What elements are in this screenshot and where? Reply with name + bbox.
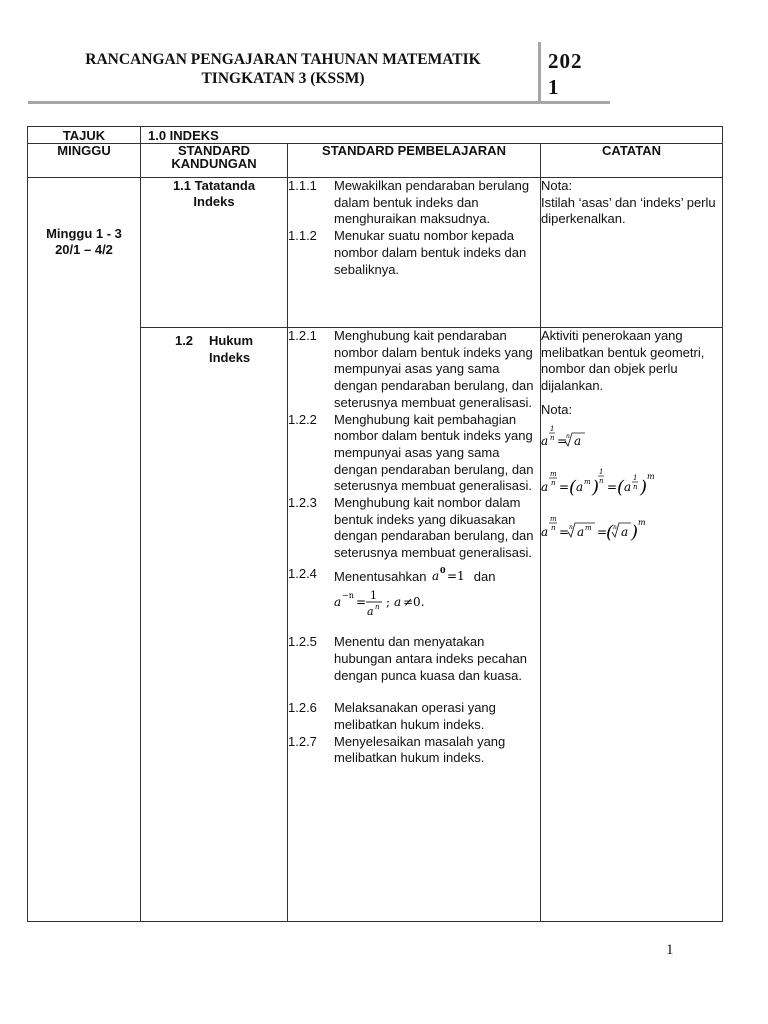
col-header-catatan: CATATAN — [541, 144, 723, 178]
svg-text:n: n — [613, 523, 617, 531]
svg-text:m: m — [584, 478, 591, 487]
formula-root-1 — [541, 423, 711, 453]
lesson-plan-table — [27, 126, 723, 922]
list-item: 1.1.2 Menukar suatu nombor kepada nombor dalam bentuk indeks dan sebaliknya. — [288, 228, 527, 277]
week-dates: 20/1 – 4/2 — [55, 242, 113, 257]
topic-label: TAJUK — [28, 127, 141, 144]
svg-text:=1: =1 — [447, 568, 465, 583]
week-cell — [28, 178, 141, 922]
svg-text:(: ( — [617, 477, 625, 499]
svg-text:=: = — [356, 594, 367, 609]
list-item: 1.2.1 Menghubung kait pendaraban nombor dalam bentuk indeks yang mempunyai asas yang sama dengan pendaraban berulang, dan seterusnya membuat generalisasi. — [288, 328, 534, 410]
list-item: 1.2.4 Menentusahkan a 0 =1 dan a −n = 1 a n ; a ≠0. — [288, 565, 496, 618]
catatan-1-2: Aktiviti penerokaan yang melibatkan bentuk geometri, nombor dan objek perlu dijalankan. Nota: a 1 n = n a a m n = ( a m ) 1 n = ( a 1 n ) m a m n = n a m = ( n a ) m — [541, 328, 723, 922]
svg-text:a: a — [574, 433, 582, 448]
svg-text:a: a — [541, 433, 549, 448]
svg-text:a: a — [334, 594, 342, 609]
standard-pembelajaran-1-2 — [288, 328, 541, 922]
week-range: Minggu 1 - 3 — [46, 226, 122, 241]
svg-text:(: ( — [569, 477, 577, 499]
svg-text:a: a — [621, 524, 629, 539]
list-item: 1.2.2 Menghubung kait pembahagian nombor dalam bentuk indeks yang mempunyai asas yang sama dengan pendaraban berulang, dan seterusnya membuat generalisasi. — [288, 411, 534, 494]
svg-text:(: ( — [606, 521, 614, 543]
svg-text:1: 1 — [550, 424, 555, 433]
list-item: 1.2.7 Menyelesaikan masalah yang melibatkan hukum indeks. — [288, 733, 506, 766]
standard-pembelajaran-1-1 — [288, 178, 541, 328]
svg-text:a: a — [576, 480, 584, 495]
document-title — [28, 50, 538, 88]
svg-text:≠0.: ≠0. — [403, 594, 425, 609]
svg-text:n: n — [633, 483, 638, 492]
topic-row — [28, 127, 723, 144]
col-header-standard-pembelajaran: STANDARD PEMBELAJARAN — [288, 144, 541, 178]
svg-text:a: a — [624, 480, 632, 495]
list-item: 1.2.5 Menentu dan menyatakan hubungan antara indeks pecahan dengan punca kuasa dan kuasa. — [288, 634, 527, 683]
header-divider-vertical — [538, 42, 541, 102]
year-label: 202 1 — [548, 49, 583, 99]
list-item: 1.2.6 Melaksanakan operasi yang melibatkan hukum indeks. — [288, 700, 496, 733]
list-item: 1.2.3 Menghubung kait nombor dalam bentuk indeks yang dikuasakan dengan pendaraban berulang, dan seterusnya membuat generalisasi. — [288, 495, 534, 561]
svg-text:a: a — [541, 524, 549, 539]
svg-text:m: m — [585, 523, 592, 532]
title-line-2: TINGKATAN 3 (KSSM) — [201, 70, 365, 87]
svg-text:a: a — [432, 568, 440, 583]
svg-text:m: m — [550, 470, 557, 479]
svg-text:n: n — [566, 432, 570, 440]
catatan-1-1: Nota: Istilah ‘asas’ dan ‘indeks’ perlu diperkenalkan. — [541, 178, 723, 328]
svg-text:): ) — [631, 521, 639, 543]
header-row — [28, 144, 723, 178]
svg-text:n: n — [569, 523, 573, 531]
formula-a-power-negative-n — [334, 586, 444, 620]
standard-kandungan-1-1: 1.1 Tatatanda Indeks — [141, 178, 288, 328]
svg-text:1: 1 — [633, 474, 638, 483]
svg-text:m: m — [550, 514, 557, 523]
svg-text:0: 0 — [440, 565, 446, 575]
title-line-1: RANCANGAN PENGAJARAN TAHUNAN MATEMATIK — [85, 51, 481, 68]
formula-a-power-zero — [430, 566, 470, 584]
col-header-minggu: MINGGU — [28, 144, 141, 178]
svg-text:a: a — [367, 604, 374, 618]
svg-text:=: = — [607, 480, 618, 495]
topic-value: 1.0 INDEKS — [141, 127, 723, 144]
standard-kandungan-1-2: 1.2 Hukum Indeks — [141, 328, 288, 922]
formula-root-3 — [541, 512, 713, 546]
table-row — [28, 178, 723, 328]
page-number: 1 — [666, 942, 674, 958]
svg-text:m: m — [638, 517, 646, 527]
col-header-standard-kandungan: STANDARD KANDUNGAN — [141, 144, 288, 178]
svg-text:1: 1 — [370, 588, 377, 602]
svg-text:=: = — [559, 524, 570, 539]
svg-text:n: n — [551, 479, 556, 488]
svg-text:a: a — [577, 524, 585, 539]
svg-text:;: ; — [386, 594, 391, 609]
svg-text:1: 1 — [599, 468, 604, 477]
svg-text:=: = — [559, 480, 570, 495]
svg-text:n: n — [375, 602, 380, 611]
svg-text:n: n — [599, 477, 604, 486]
svg-text:−n: −n — [342, 590, 354, 600]
svg-text:=: = — [597, 524, 608, 539]
svg-text:a: a — [394, 594, 402, 609]
svg-text:): ) — [592, 477, 600, 499]
svg-text:m: m — [647, 472, 655, 482]
svg-text:=: = — [557, 433, 568, 448]
formula-root-2 — [541, 463, 713, 503]
header-divider-horizontal — [28, 101, 610, 104]
svg-text:a: a — [541, 480, 549, 495]
svg-text:): ) — [640, 477, 648, 499]
svg-text:n: n — [550, 433, 555, 442]
list-item: 1.1.1 Mewakilkan pendaraban berulang dalam bentuk indeks dan menghuraikan maksudnya. — [288, 178, 530, 227]
svg-text:n: n — [551, 523, 556, 532]
